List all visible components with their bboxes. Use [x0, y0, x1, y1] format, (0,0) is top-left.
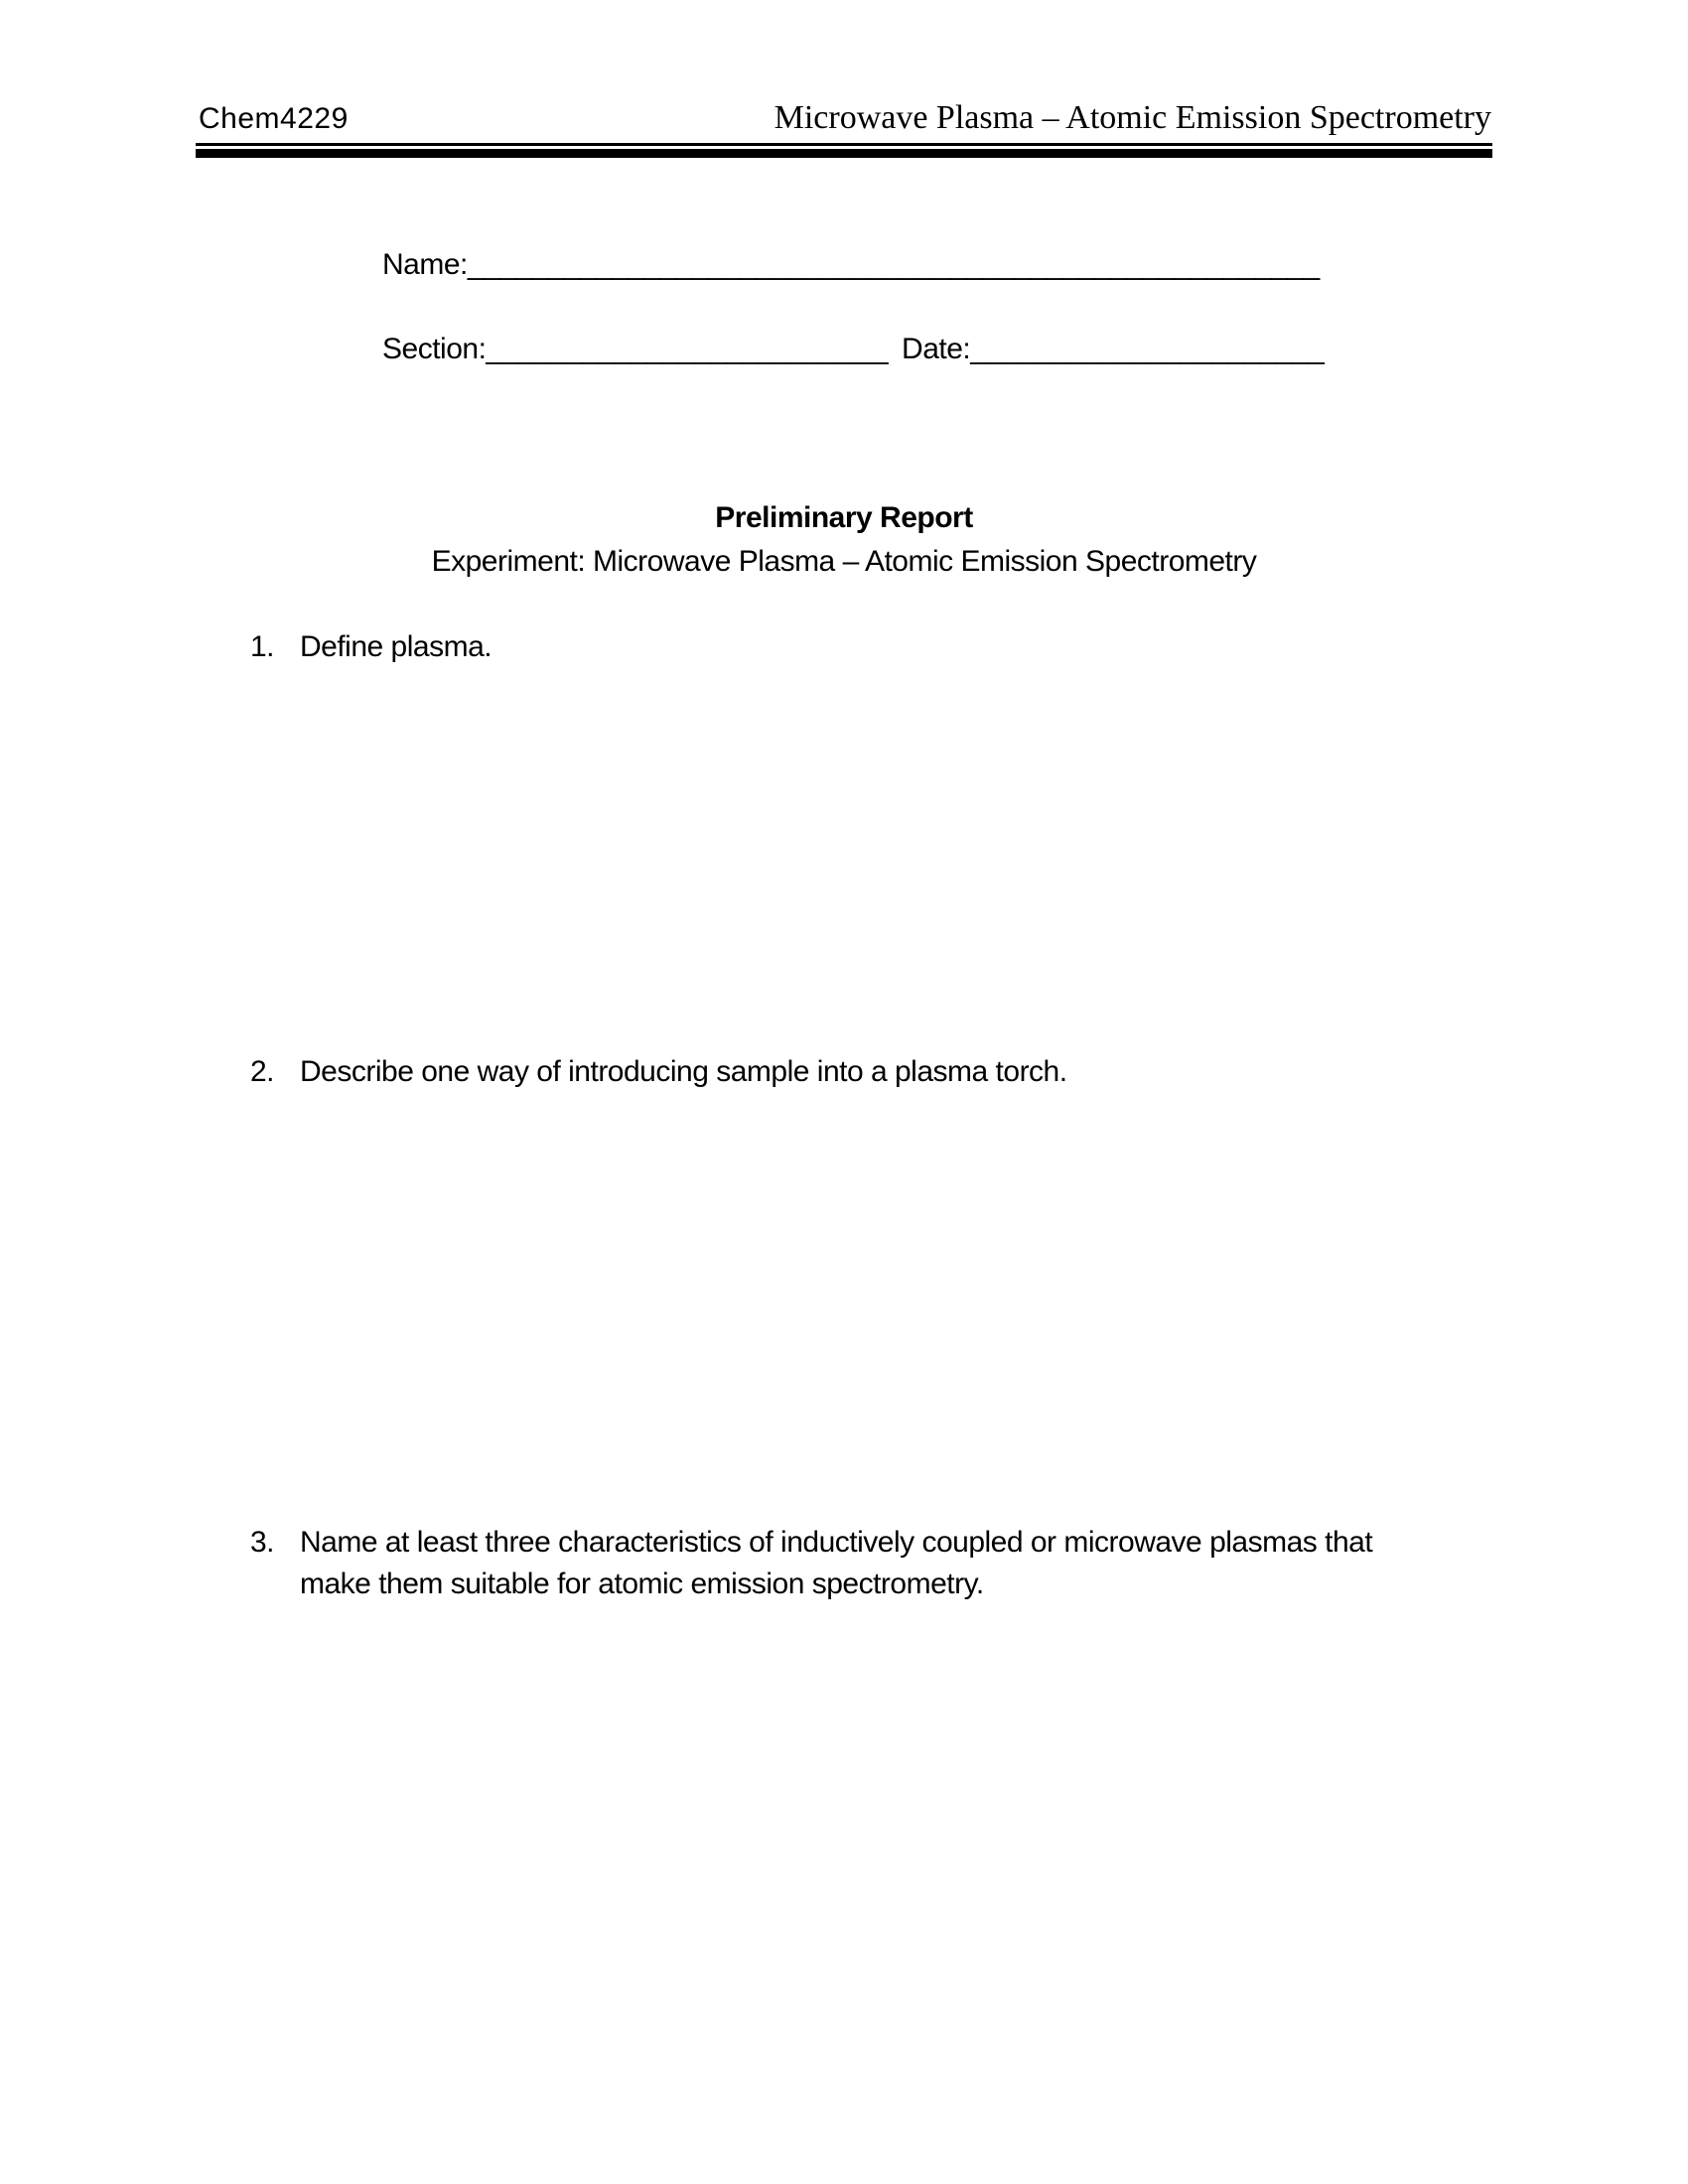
question-1	[250, 626, 492, 668]
name-row	[382, 248, 1320, 282]
question-3-number: 3.	[250, 1526, 275, 1559]
question-3-line-1: Name at least three characteristics of inductively coupled or microwave plasmas that	[300, 1526, 1373, 1559]
question-2-text: Describe one way of introducing sample into a plasma torch.	[300, 1055, 1067, 1088]
course-code: Chem4229	[199, 102, 349, 135]
divider-thin-line	[196, 143, 1492, 146]
question-2	[250, 1051, 1067, 1093]
question-2-number: 2.	[250, 1055, 275, 1088]
question-3	[250, 1522, 1372, 1605]
section-blank-field[interactable]: _________________________	[486, 333, 889, 365]
report-subtitle: Experiment: Microwave Plasma – Atomic Emission Spectrometry	[431, 545, 1257, 578]
question-3-text	[300, 1522, 1372, 1605]
page-header	[199, 99, 1491, 137]
name-blank-field[interactable]: _____________________________________________________	[467, 248, 1320, 281]
header-divider	[196, 143, 1492, 158]
document-title: Microwave Plasma – Atomic Emission Spectrometry	[774, 99, 1491, 136]
name-label: Name:	[382, 248, 468, 281]
section-date-row	[382, 333, 1324, 366]
date-label: Date:	[902, 333, 971, 365]
date-blank-field[interactable]: ______________________	[970, 333, 1325, 365]
report-title: Preliminary Report	[715, 501, 973, 534]
question-1-number: 1.	[250, 630, 275, 663]
question-1-text: Define plasma.	[300, 630, 492, 663]
divider-thick-line	[196, 149, 1492, 158]
question-3-line-2: make them suitable for atomic emission spectrometry.	[300, 1568, 984, 1600]
section-label: Section:	[382, 333, 487, 365]
